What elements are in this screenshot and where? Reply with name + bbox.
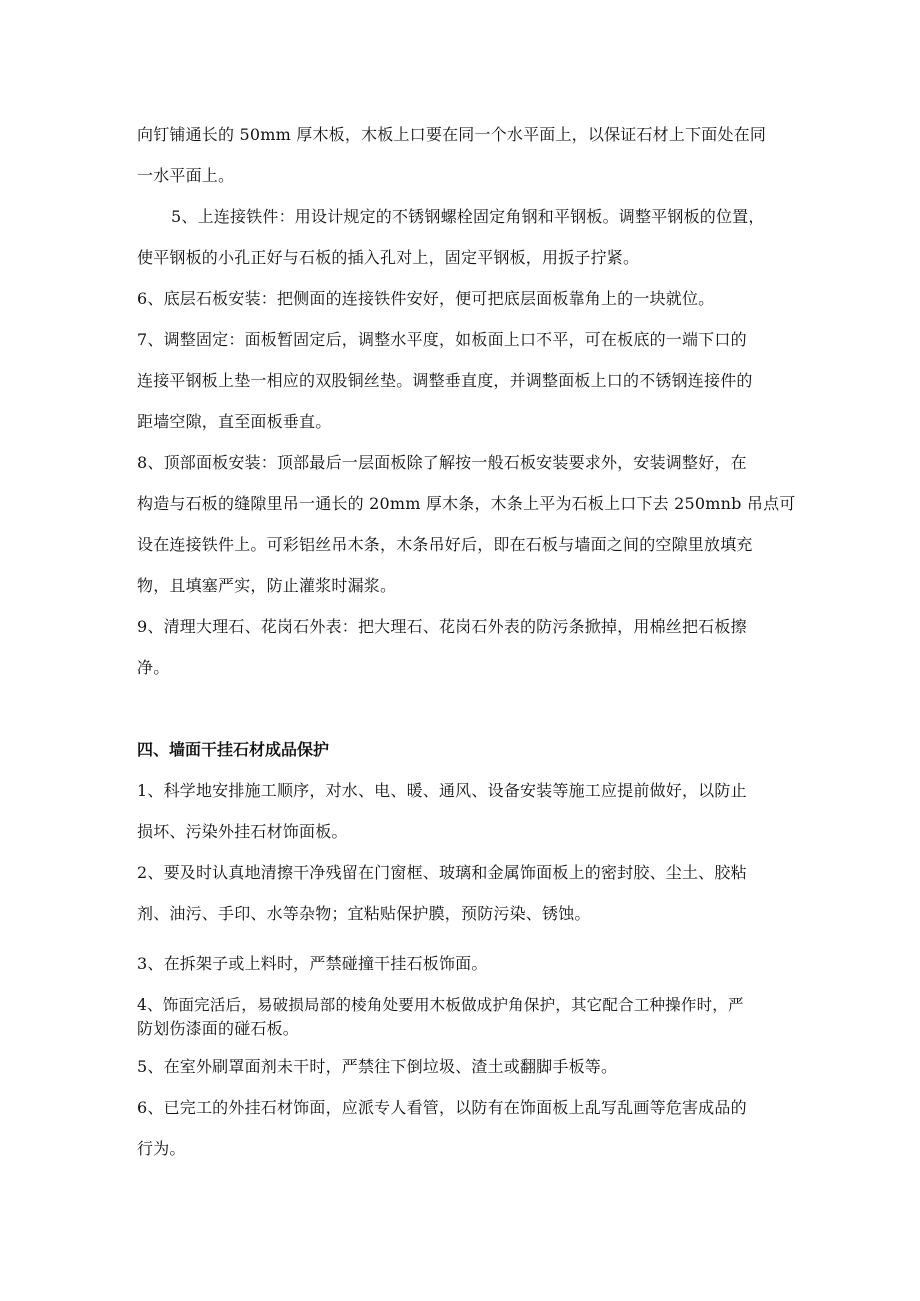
paragraph-line: 连接平钢板上垫一相应的双股铜丝垫。调整垂直度，并调整面板上口的不锈钢连接件的 (137, 371, 753, 390)
paragraph-line: 8、顶部面板安装：顶部最后一层面板除了解按一般石板安装要求外，安装调整好，在 (137, 453, 747, 472)
paragraph-line: 向钉铺通长的 50mm 厚木板，木板上口要在同一个水平面上，以保证石材上下面处在同 (137, 125, 767, 144)
paragraph-line: 一水平面上。 (137, 166, 235, 185)
paragraph-line: 5、在室外刷罩面剂未干时，严禁往下倒垃圾、渣土或翻脚手板等。 (137, 1057, 618, 1076)
paragraph-line: 行为。 (137, 1139, 186, 1158)
paragraph-line: 距墙空隙，直至面板垂直。 (137, 412, 332, 431)
paragraph-line: 设在连接铁件上。可彩铝丝吊木条，木条吊好后，即在石板与墙面之间的空隙里放填充 (137, 535, 753, 554)
paragraph-line: 6、底层石板安装：把侧面的连接铁件安好，便可把底层面板靠角上的一块就位。 (137, 289, 715, 308)
section-heading: 四、墙面干挂石材成品保护 (137, 740, 330, 759)
paragraph-line: 6、已完工的外挂石材饰面，应派专人看管，以防有在饰面板上乱写乱画等危害成品的 (137, 1098, 747, 1117)
paragraph-line: 3、在拆架子或上料时，严禁碰撞干挂石板饰面。 (137, 954, 488, 973)
paragraph-line: 4、饰面完活后，易破损局部的棱角处要用木板做成护角保护，其它配合工种操作时，严 (137, 996, 744, 1014)
paragraph-line: 2、要及时认真地清擦干净残留在门窗框、玻璃和金属饰面板上的密封胶、尘土、胶粘 (137, 863, 747, 882)
paragraph-line: 剂、油污、手印、水等杂物；宜粘贴保护膜，预防污染、锈蚀。 (137, 904, 591, 923)
paragraph-line: 5、上连接铁件：用设计规定的不锈钢螺栓固定角钢和平钢板。调整平钢板的位置， (171, 207, 765, 226)
paragraph-line: 损坏、污染外挂石材饰面板。 (137, 822, 348, 841)
paragraph-line: 防划伤漆面的碰石板。 (137, 1019, 300, 1038)
paragraph-line: 使平钢板的小孔正好与石板的插入孔对上，固定平钢板，用扳子拧紧。 (137, 248, 640, 267)
paragraph-line: 1、科学地安排施工顺序，对水、电、暖、通风、设备安装等施工应提前做好，以防止 (137, 781, 747, 800)
paragraph-line: 9、清理大理石、花岗石外表：把大理石、花岗石外表的防污条掀掉，用棉丝把石板擦 (137, 617, 747, 636)
paragraph-line: 构造与石板的缝隙里吊一通长的 20mm 厚木条，木条上平为石板上口下去 250mnb 吊点可 (137, 494, 796, 513)
paragraph-line: 7、调整固定：面板暂固定后，调整水平度，如板面上口不平，可在板底的一端下口的 (137, 330, 747, 349)
paragraph-line: 净。 (137, 658, 170, 677)
paragraph-line: 物，且填塞严实，防止灌浆时漏浆。 (137, 576, 397, 595)
